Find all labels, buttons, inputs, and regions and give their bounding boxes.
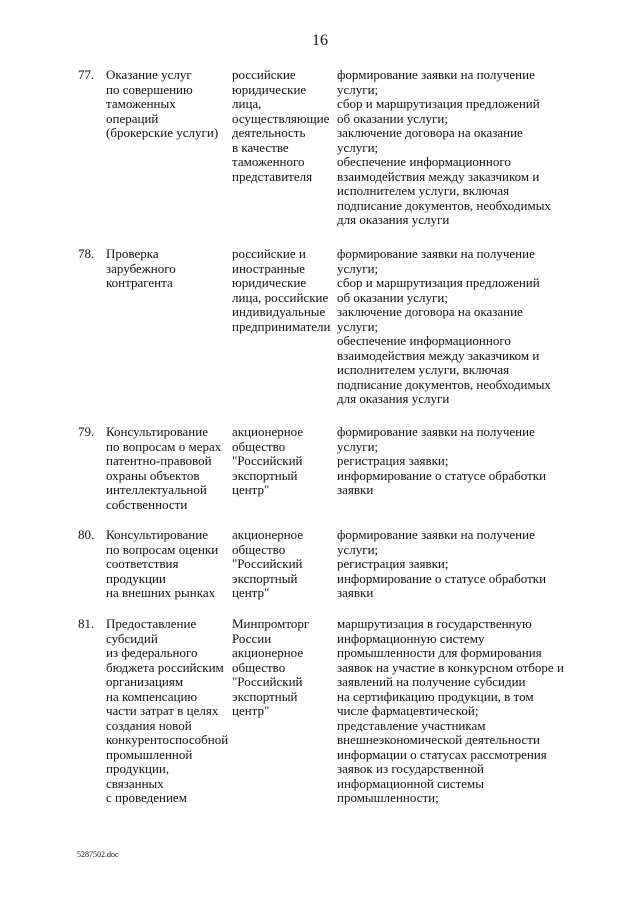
text-line: продукции, xyxy=(106,761,170,776)
text-line: предприниматели xyxy=(232,318,331,334)
functions xyxy=(337,68,582,228)
text-line: формирование заявки на получение xyxy=(337,424,535,439)
text-line: на внешних рынках xyxy=(106,585,216,600)
text-line: таможенного xyxy=(232,154,305,169)
text-line: маршрутизация в государственную xyxy=(337,616,532,631)
text-line: обеспечение информационного xyxy=(337,154,511,169)
text-line: для оказания услуги xyxy=(337,212,450,227)
text-line: индивидуальные xyxy=(232,304,326,319)
text-line: внешнеэкономической деятельности xyxy=(337,732,540,747)
functions xyxy=(337,528,582,601)
text-line: формирование заявки на получение xyxy=(337,67,535,82)
page-number: 16 xyxy=(312,32,328,49)
text-line: услуги; xyxy=(337,260,379,276)
text-line: представление участникам xyxy=(337,717,486,733)
text-line: зарубежного xyxy=(106,260,176,276)
service-name xyxy=(106,247,232,291)
row-number: 81. xyxy=(78,616,95,631)
row-number: 78. xyxy=(78,246,95,261)
functions xyxy=(337,425,582,498)
text-line: собственности xyxy=(106,496,188,512)
text-line: экспортный xyxy=(232,570,298,586)
text-line: создания новой xyxy=(106,717,192,733)
text-line: Консультирование xyxy=(106,527,208,542)
service-name xyxy=(106,68,232,141)
text-line: акционерное xyxy=(232,645,304,660)
text-line: услуги; xyxy=(337,318,379,334)
text-line: российские xyxy=(232,67,296,82)
text-line: соответствия xyxy=(106,556,179,571)
service-name xyxy=(106,425,232,512)
text-line: в качестве xyxy=(232,139,289,155)
text-line: Предоставление xyxy=(106,616,197,631)
text-line: экспортный xyxy=(232,467,298,483)
text-line: контрагента xyxy=(106,275,173,290)
text-line: части затрат в целях xyxy=(106,703,219,718)
text-line: формирование заявки на получение xyxy=(337,246,535,261)
row-number: 80. xyxy=(78,527,95,542)
text-line: подписание документов, необходимых xyxy=(337,197,551,213)
provider xyxy=(232,528,336,601)
text-line: патентно-правовой xyxy=(106,453,212,468)
text-line: юридические xyxy=(232,275,307,290)
text-line: Консультирование xyxy=(106,424,208,439)
text-line: экспортный xyxy=(232,688,298,704)
row-number: 77. xyxy=(78,67,95,82)
text-line: информирование о статусе обработки xyxy=(337,467,547,483)
text-line: центр" xyxy=(232,703,270,718)
text-line: информирование о статусе обработки xyxy=(337,570,547,586)
text-line: для оказания услуги xyxy=(337,391,450,406)
document-filename: 5287502.doc xyxy=(77,850,119,859)
text-line: охраны объектов xyxy=(106,467,200,483)
text-line: "Российский xyxy=(232,556,303,571)
text-line: общество xyxy=(232,541,286,557)
text-line: по вопросам о мерах xyxy=(106,438,222,454)
text-line: связанных xyxy=(106,775,164,791)
text-line: услуги; xyxy=(337,438,379,454)
text-line: услуги; xyxy=(337,139,379,155)
text-line: продукции xyxy=(106,570,166,586)
text-line: центр" xyxy=(232,482,270,497)
text-line: с проведением xyxy=(106,790,187,805)
text-line: подписание документов, необходимых xyxy=(337,376,551,392)
text-line: российские и xyxy=(232,246,306,261)
text-line: центр" xyxy=(232,585,270,600)
text-line: об оказании услуги; xyxy=(337,289,448,305)
text-line: исполнителем услуги, включая xyxy=(337,362,510,377)
text-line: формирование заявки на получение xyxy=(337,527,535,542)
text-line: из федерального xyxy=(106,645,198,660)
text-line: заявок из государственной xyxy=(337,761,484,776)
text-line: субсидий xyxy=(106,630,158,646)
text-line: заявки xyxy=(337,482,374,497)
text-line: "Российский xyxy=(232,674,303,689)
text-line: конкурентоспособной xyxy=(106,732,229,747)
text-line: информационной системы xyxy=(337,775,484,791)
text-line: обеспечение информационного xyxy=(337,333,511,348)
text-line: по вопросам оценки xyxy=(106,541,219,557)
text-line: организациям xyxy=(106,674,184,689)
text-line: на компенсацию xyxy=(106,688,198,704)
text-line: осуществляющие xyxy=(232,110,330,126)
text-line: на сертификацию продукции, в том xyxy=(337,688,534,704)
text-line: Оказание услуг xyxy=(106,67,192,82)
text-line: заключение договора на оказание xyxy=(337,304,523,319)
provider xyxy=(232,247,336,334)
provider xyxy=(232,68,336,184)
service-name xyxy=(106,617,232,806)
text-line: юридические xyxy=(232,81,307,97)
text-line: Проверка xyxy=(106,246,159,261)
text-line: по совершению xyxy=(106,81,193,97)
text-line: акционерное xyxy=(232,527,304,542)
functions xyxy=(337,247,582,407)
text-line: сбор и маршрутизация предложений xyxy=(337,96,540,111)
text-line: Минпромторг xyxy=(232,616,310,631)
text-line: "Российский xyxy=(232,453,303,468)
text-line: России xyxy=(232,630,272,646)
text-line: лица, xyxy=(232,96,262,111)
text-line: сбор и маршрутизация предложений xyxy=(337,275,540,290)
provider xyxy=(232,425,336,498)
text-line: представителя xyxy=(232,168,313,184)
text-line: бюджета российским xyxy=(106,659,224,675)
text-line: таможенных xyxy=(106,96,176,111)
text-line: взаимодействия между заказчиком и xyxy=(337,168,540,184)
text-line: заявки xyxy=(337,585,374,600)
text-line: числе фармацевтической; xyxy=(337,703,479,718)
text-line: общество xyxy=(232,438,286,454)
text-line: регистрация заявки; xyxy=(337,453,449,468)
text-line: информационную систему xyxy=(337,630,485,646)
text-line: промышленности; xyxy=(337,790,439,805)
provider xyxy=(232,617,336,719)
text-line: взаимодействия между заказчиком и xyxy=(337,347,540,363)
text-line: заключение договора на оказание xyxy=(337,125,523,140)
text-line: иностранные xyxy=(232,260,306,276)
text-line: (брокерские услуги) xyxy=(106,125,219,140)
text-line: регистрация заявки; xyxy=(337,556,449,571)
text-line: об оказании услуги; xyxy=(337,110,448,126)
text-line: деятельность xyxy=(232,125,306,140)
text-line: заявок на участие в конкурсном отборе и xyxy=(337,659,564,675)
text-line: услуги; xyxy=(337,81,379,97)
text-line: заявлений на получение субсидии xyxy=(337,674,526,689)
text-line: интеллектуальной xyxy=(106,482,207,497)
text-line: исполнителем услуги, включая xyxy=(337,183,510,198)
text-line: услуги; xyxy=(337,541,379,557)
text-line: промышленности для формирования xyxy=(337,645,542,660)
text-line: операций xyxy=(106,110,159,126)
text-line: информации о статусах рассмотрения xyxy=(337,746,547,762)
service-name xyxy=(106,528,232,601)
text-line: акционерное xyxy=(232,424,304,439)
functions xyxy=(337,617,582,806)
text-line: лица, российские xyxy=(232,289,329,305)
text-line: общество xyxy=(232,659,286,675)
row-number: 79. xyxy=(78,424,95,439)
text-line: промышленной xyxy=(106,746,193,762)
